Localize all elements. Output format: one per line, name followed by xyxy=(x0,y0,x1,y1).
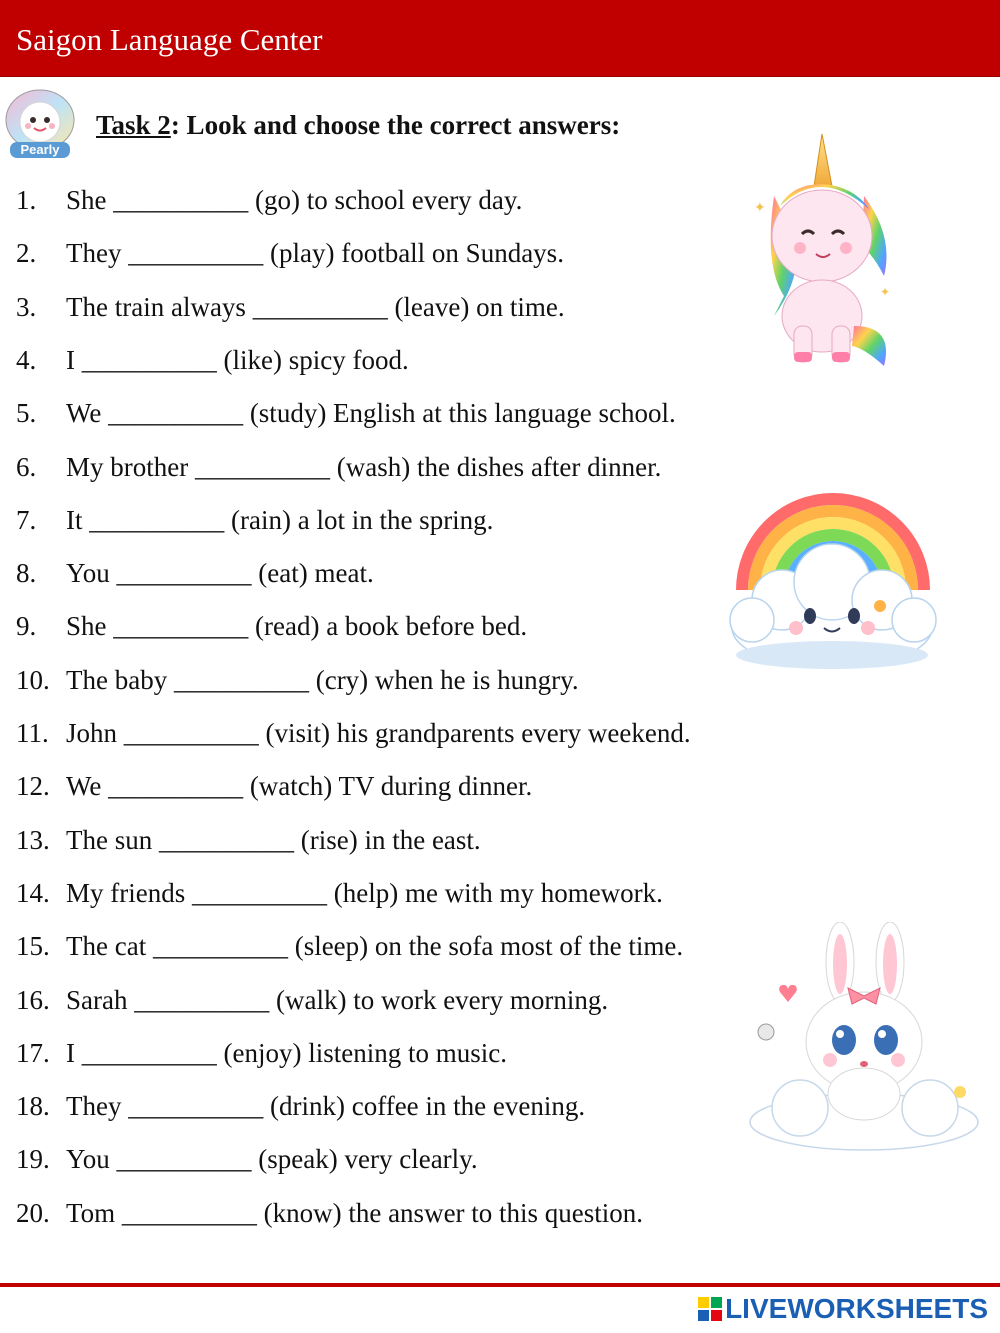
exercise-number: 4. xyxy=(16,345,37,375)
rainbow-cloud-illustration xyxy=(722,470,944,688)
exercise-item xyxy=(0,766,760,806)
exercise-item xyxy=(0,873,760,913)
sentence-start: It xyxy=(66,505,90,535)
svg-text:✦: ✦ xyxy=(880,285,891,299)
answer-blank[interactable]: __________ xyxy=(191,878,327,908)
answer-blank[interactable]: __________ xyxy=(108,771,244,801)
sentence-start: John xyxy=(66,718,124,748)
sentence-end: (eat) meat. xyxy=(251,558,374,588)
exercise-number: 10. xyxy=(16,665,50,695)
liveworksheets-brand xyxy=(697,1294,988,1324)
exercise-item xyxy=(0,1033,760,1073)
liveworksheets-logo-icon xyxy=(697,1296,723,1322)
sentence-end: (wash) the dishes after dinner. xyxy=(329,452,662,482)
exercise-number: 6. xyxy=(16,452,37,482)
exercise-number: 20. xyxy=(16,1198,50,1228)
exercise-sentence xyxy=(66,873,663,913)
sentence-start: I xyxy=(66,345,82,375)
exercise-item xyxy=(0,980,760,1020)
header-title: Saigon Language Center xyxy=(16,22,323,57)
sentence-end: (drink) coffee in the evening. xyxy=(263,1091,586,1121)
sentence-start: The cat xyxy=(66,931,153,961)
exercise-item xyxy=(0,660,760,700)
answer-blank[interactable]: __________ xyxy=(116,1144,252,1174)
sentence-start: Tom xyxy=(66,1198,122,1228)
header-bar xyxy=(0,0,1000,77)
sentence-end: (play) football on Sundays. xyxy=(263,238,564,268)
exercise-sentence xyxy=(66,660,579,700)
sentence-start: My brother xyxy=(66,452,195,482)
sentence-end: (rain) a lot in the spring. xyxy=(224,505,494,535)
sentence-end: (rise) in the east. xyxy=(293,825,481,855)
sentence-start: My friends xyxy=(66,878,192,908)
task-label: Task 2 xyxy=(96,110,171,140)
answer-blank[interactable]: __________ xyxy=(128,1091,264,1121)
exercise-item xyxy=(0,820,760,860)
exercise-item xyxy=(0,926,760,966)
liveworksheets-wordmark: LIVEWORKSHEETS xyxy=(725,1293,988,1324)
sentence-start: You xyxy=(66,1144,117,1174)
sentence-end: (sleep) on the sofa most of the time. xyxy=(287,931,684,961)
exercise-item xyxy=(0,340,760,380)
exercise-item xyxy=(0,1193,760,1233)
sentence-end: (read) a book before bed. xyxy=(248,611,528,641)
exercise-item xyxy=(0,713,760,753)
exercise-sentence xyxy=(66,500,493,540)
sentence-start: We xyxy=(66,771,109,801)
exercise-number: 9. xyxy=(16,611,37,641)
exercise-sentence xyxy=(66,1193,643,1233)
sentence-end: (enjoy) listening to music. xyxy=(216,1038,507,1068)
answer-blank[interactable]: __________ xyxy=(113,611,249,641)
sentence-start: Sarah xyxy=(66,985,135,1015)
exercise-sentence xyxy=(66,233,564,273)
exercise-sentence xyxy=(66,820,481,860)
exercise-item xyxy=(0,233,760,273)
answer-blank[interactable]: __________ xyxy=(194,452,330,482)
answer-blank[interactable]: __________ xyxy=(121,1198,257,1228)
sentence-end: (know) the answer to this question. xyxy=(256,1198,644,1228)
exercise-sentence xyxy=(66,1086,585,1126)
exercise-number: 17. xyxy=(16,1038,50,1068)
sentence-end: (like) spicy food. xyxy=(216,345,409,375)
exercise-number: 2. xyxy=(16,238,37,268)
answer-blank[interactable]: __________ xyxy=(81,1038,217,1068)
answer-blank[interactable]: __________ xyxy=(116,558,252,588)
exercise-sentence xyxy=(66,393,676,433)
answer-blank[interactable]: __________ xyxy=(158,825,294,855)
exercise-item xyxy=(0,500,760,540)
exercise-item xyxy=(0,553,760,593)
exercise-number: 1. xyxy=(16,185,37,215)
sentence-start: She xyxy=(66,185,114,215)
exercise-sentence xyxy=(66,553,374,593)
sentence-start: The baby xyxy=(66,665,174,695)
sentence-end: (visit) his grandparents every weekend. xyxy=(258,718,691,748)
svg-text:✦: ✦ xyxy=(754,201,766,216)
exercise-number: 19. xyxy=(16,1144,50,1174)
sentence-end: (walk) to work every morning. xyxy=(269,985,609,1015)
exercise-sentence xyxy=(66,980,608,1020)
sentence-end: (leave) on time. xyxy=(387,292,565,322)
sentence-start: She xyxy=(66,611,114,641)
sentence-end: (study) English at this language school. xyxy=(243,398,676,428)
footer-divider xyxy=(0,1283,1000,1287)
pearly-logo xyxy=(2,86,78,160)
task-heading xyxy=(96,108,620,142)
exercise-item xyxy=(0,1139,760,1179)
exercise-sentence xyxy=(66,340,409,380)
exercise-number: 7. xyxy=(16,505,37,535)
sentence-end: (help) me with my homework. xyxy=(326,878,663,908)
exercise-sentence xyxy=(66,1139,478,1179)
exercise-number: 18. xyxy=(16,1091,50,1121)
exercise-sentence xyxy=(66,606,527,646)
sentence-start: They xyxy=(66,1091,129,1121)
exercise-sentence xyxy=(66,1033,507,1073)
sentence-start: The sun xyxy=(66,825,159,855)
sentence-end: (watch) TV during dinner. xyxy=(243,771,533,801)
sentence-start: They xyxy=(66,238,129,268)
exercise-number: 16. xyxy=(16,985,50,1015)
exercise-item xyxy=(0,393,760,433)
pearly-logo-text: Pearly xyxy=(20,142,60,157)
answer-blank[interactable]: __________ xyxy=(152,931,288,961)
sentence-start: I xyxy=(66,1038,82,1068)
unicorn-illustration xyxy=(744,126,900,372)
answer-blank[interactable]: __________ xyxy=(252,292,388,322)
exercise-number: 5. xyxy=(16,398,37,428)
exercise-sentence xyxy=(66,287,565,327)
answer-blank[interactable]: __________ xyxy=(123,718,259,748)
bunny-on-cloud-illustration xyxy=(740,922,988,1158)
exercise-sentence xyxy=(66,766,532,806)
exercise-number: 15. xyxy=(16,931,50,961)
sentence-start: You xyxy=(66,558,117,588)
sentence-start: The train always xyxy=(66,292,253,322)
answer-blank[interactable]: __________ xyxy=(81,345,217,375)
exercise-number: 14. xyxy=(16,878,50,908)
answer-blank[interactable]: __________ xyxy=(113,185,249,215)
exercise-item xyxy=(0,447,760,487)
answer-blank[interactable]: __________ xyxy=(108,398,244,428)
answer-blank[interactable]: __________ xyxy=(134,985,270,1015)
task-title: : Look and choose the correct answers: xyxy=(170,110,621,140)
exercise-sentence xyxy=(66,447,661,487)
exercise-sentence xyxy=(66,180,522,220)
exercise-number: 11. xyxy=(16,718,49,748)
exercise-item xyxy=(0,606,760,646)
exercise-item xyxy=(0,180,760,220)
sentence-start: We xyxy=(66,398,109,428)
exercise-number: 12. xyxy=(16,771,50,801)
exercise-sentence xyxy=(66,926,683,966)
exercise-item xyxy=(0,1086,760,1126)
answer-blank[interactable]: __________ xyxy=(173,665,309,695)
exercise-number: 8. xyxy=(16,558,37,588)
exercise-number: 3. xyxy=(16,292,37,322)
exercise-item xyxy=(0,287,760,327)
sentence-end: (speak) very clearly. xyxy=(251,1144,478,1174)
exercise-sentence xyxy=(66,713,691,753)
sentence-end: (cry) when he is hungry. xyxy=(308,665,579,695)
answer-blank[interactable]: __________ xyxy=(89,505,225,535)
exercise-number: 13. xyxy=(16,825,50,855)
sentence-end: (go) to school every day. xyxy=(248,185,523,215)
answer-blank[interactable]: __________ xyxy=(128,238,264,268)
